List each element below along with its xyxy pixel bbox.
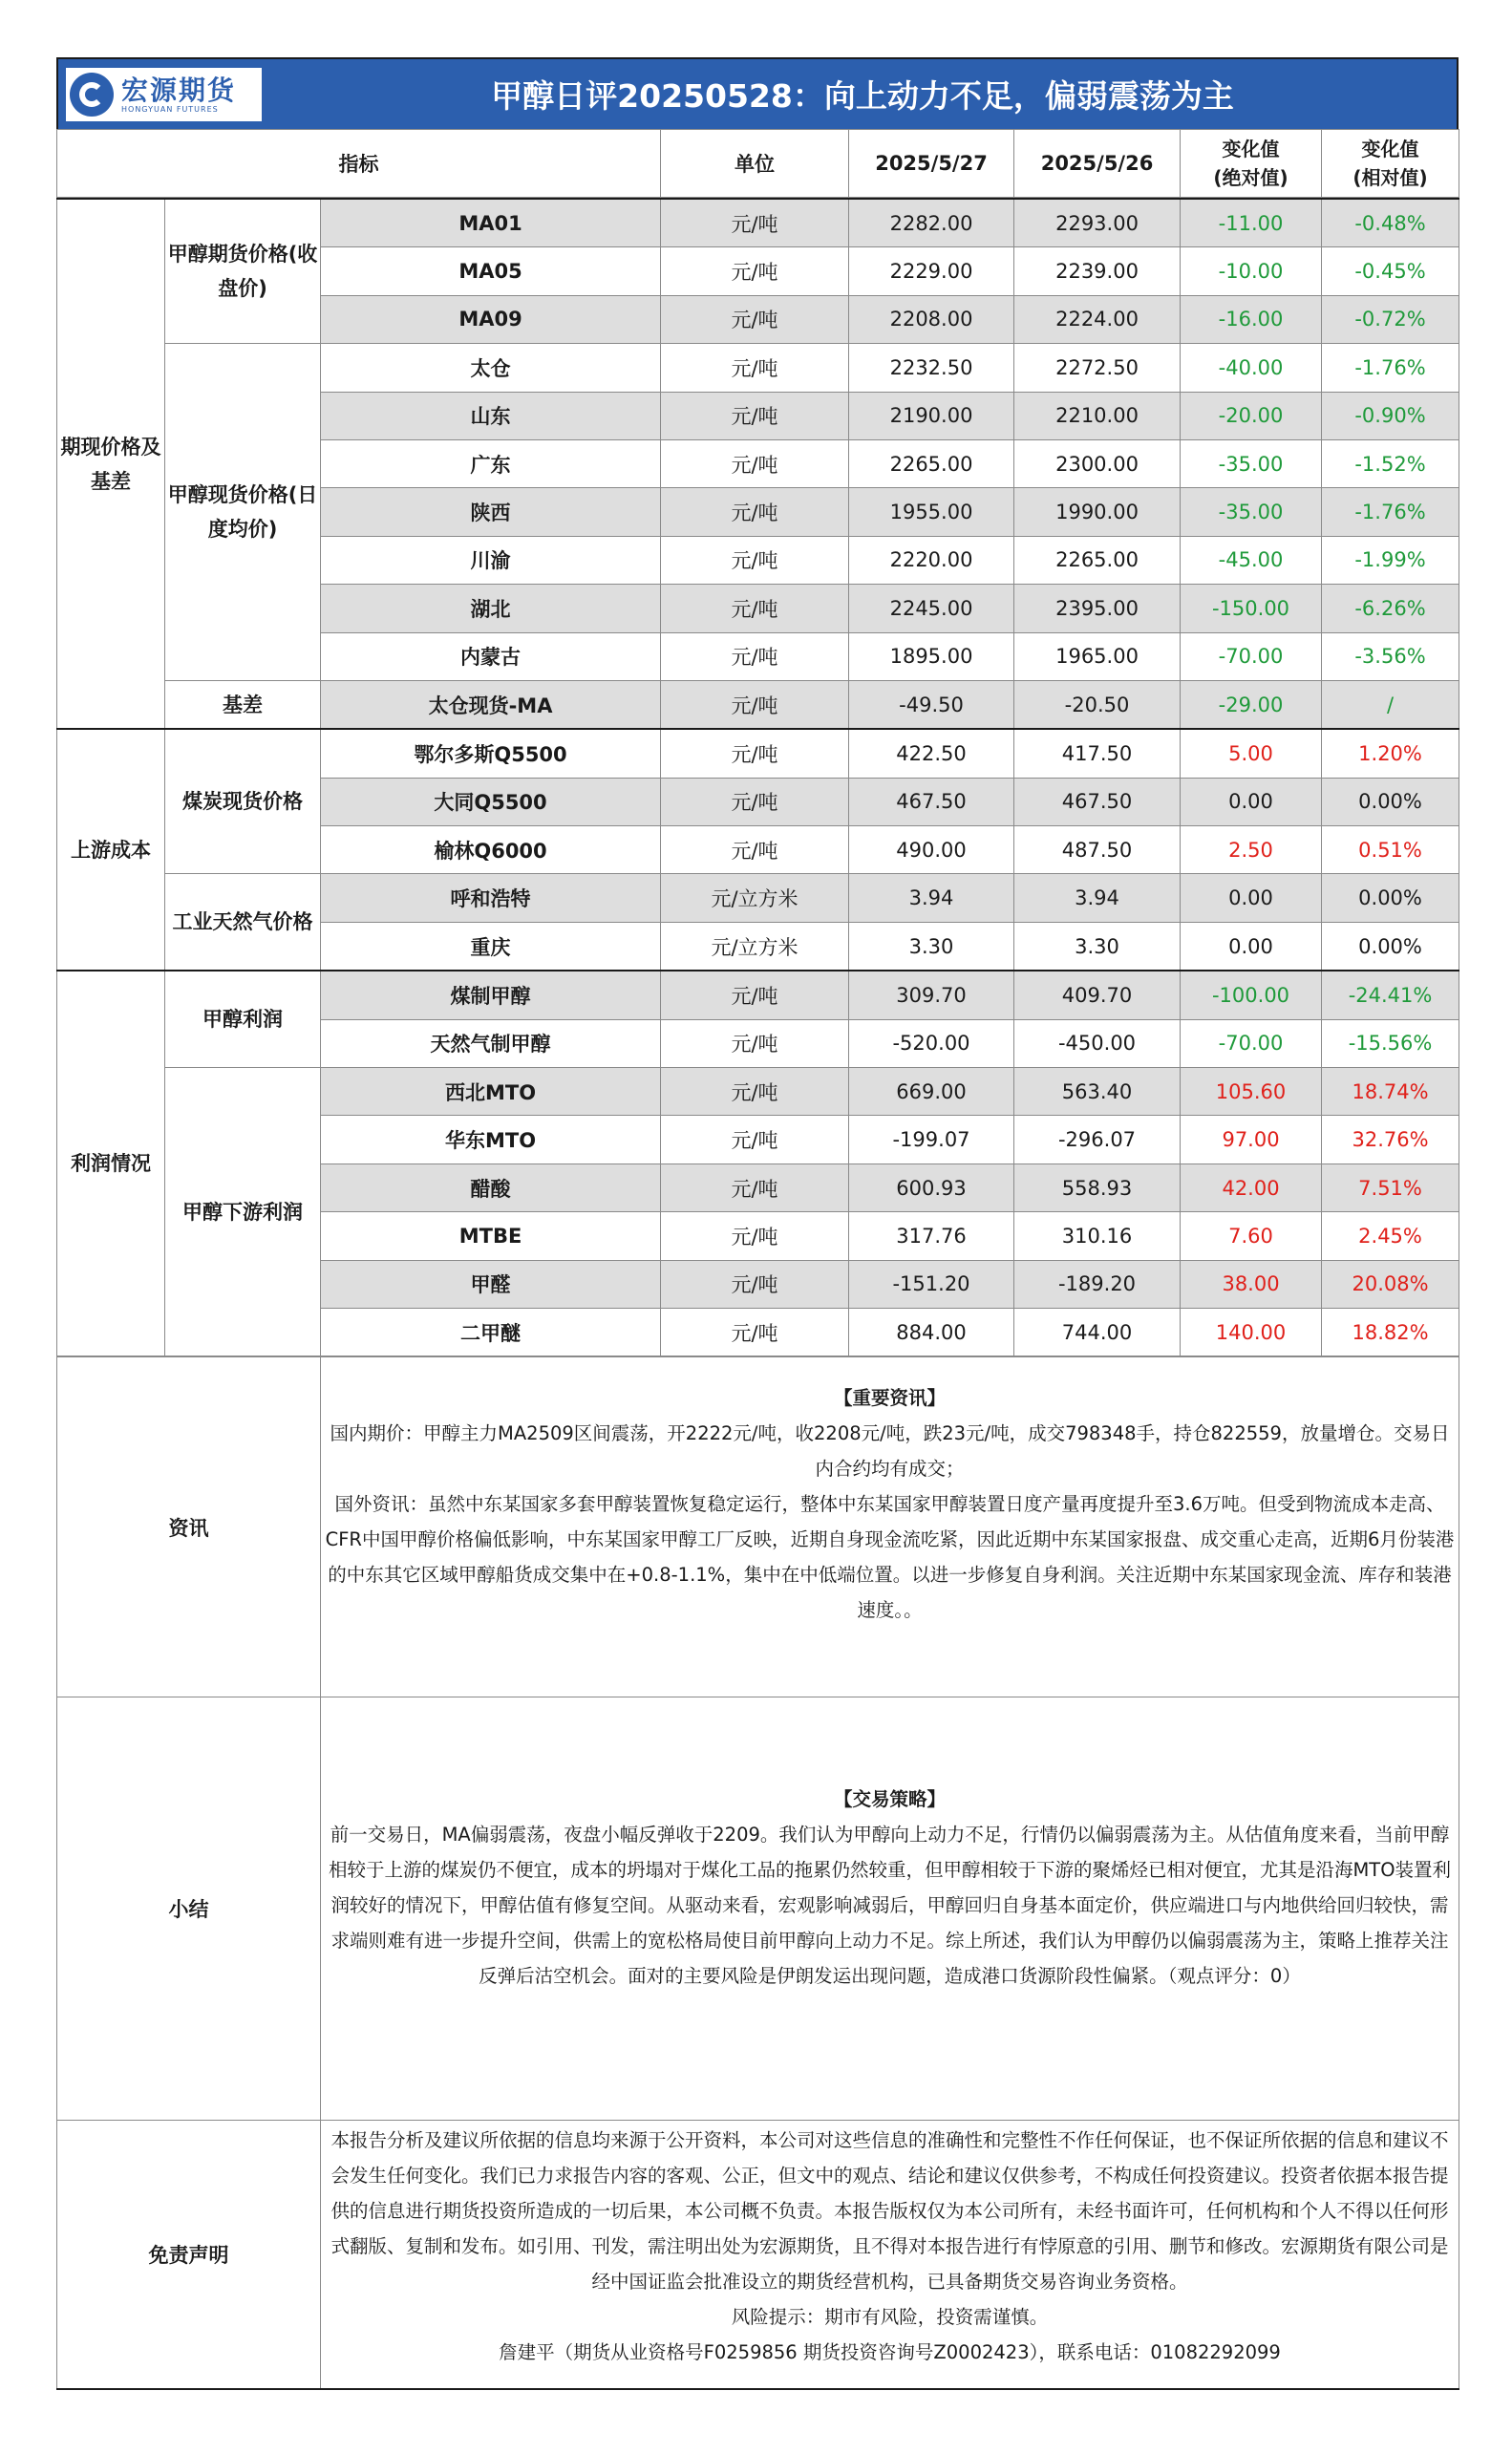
row-unit: 元/立方米 [661,922,849,971]
subgroup-label: 煤炭现货价格 [165,729,321,874]
row-name: 榆林Q6000 [321,826,661,874]
subgroup-label: 工业天然气价格 [165,874,321,971]
row-abs-change: 0.00 [1181,922,1322,971]
row-unit: 元/吨 [661,392,849,439]
row-name: 二甲醚 [321,1308,661,1356]
summary-text: 前一交易日，MA偏弱震荡，夜盘小幅反弹收于2209。我们认为甲醇向上动力不足，行情仍以偏弱震荡为主。从估值角度来看，当前甲醇相较于上游的煤炭仍不便宜，成本的坍塌对于煤化工品的拖累仍然较重，但甲醇相较于下游的聚烯烃已相对便宜，尤其是沿海MTO装置利润较好的情况下，甲醇估值有修复空间。从驱动来看，宏观影响减弱后，甲醇回归自身基本面定价，供应端进口与内地供给回归较快，需求端则难有进一步提升空间，供需上的宽松格局使目前甲醇向上动力不足。综上所述，我们认为甲醇仍以偏弱震荡为主，策略上推荐关注反弹后沽空机会。面对的主要风险是伊朗发运出现问题，造成港口货源阶段性偏紧。（观点评分：0） [328,1824,1452,1988]
row-rel-change: 0.00% [1322,874,1459,922]
subgroup-label: 甲醇期货价格(收盘价) [165,199,321,344]
data-table-body [56,198,1459,1356]
row-value-date1: 2229.00 [849,247,1014,295]
row-name: 内蒙古 [321,632,661,680]
group-label: 期现价格及基差 [57,199,165,729]
row-rel-change: -6.26% [1322,585,1459,632]
summary-heading: 【交易策略】 [833,1788,946,1811]
row-abs-change: 105.60 [1181,1068,1322,1116]
news-content [321,1357,1459,1697]
group-label: 利润情况 [57,971,165,1356]
row-value-date2: 2224.00 [1014,295,1181,343]
row-name: 重庆 [321,922,661,971]
row-abs-change: -70.00 [1181,632,1322,680]
row-abs-change: 2.50 [1181,826,1322,874]
title-bar [56,57,1459,129]
news-foreign: 国外资讯：虽然中东某国家多套甲醇装置恢复稳定运行，整体中东某国家甲醇装置日度产量再度提升至3.6万吨。但受到物流成本走高、CFR中国甲醇价格偏低影响，中东某国家甲醇工厂反映，近期自身现金流吃紧，因此近期中东某国家报盘、成交重心走高，近期6月份装港的中东其它区域甲醇船货成交集中在+0.8-1.1%，集中在中低端位置。以进一步修复自身利润。关注近期中东某国家现金流、库存和装港速度。。 [325,1493,1455,1622]
news-domestic: 国内期价：甲醇主力MA2509区间震荡，开2222元/吨，收2208元/吨，跌23元/吨，成交798348手，持仓822559，放量增仓。交易日内合约均有成交； [330,1422,1450,1481]
row-value-date1: 2232.50 [849,344,1014,392]
row-name: MA01 [321,199,661,247]
row-rel-change: -24.41% [1322,971,1459,1019]
logo-icon [70,73,114,117]
col-indicator: 指标 [57,130,661,198]
row-rel-change: -1.76% [1322,344,1459,392]
row-unit: 元/吨 [661,247,849,295]
col-date1: 2025/5/27 [849,130,1014,198]
logo-name: 宏源期货 [121,74,237,106]
row-rel-change: -0.45% [1322,247,1459,295]
news-heading: 【重要资讯】 [833,1387,946,1410]
row-value-date2: 3.94 [1014,874,1181,922]
summary-content [321,1697,1459,2121]
row-rel-change: 1.20% [1322,729,1459,778]
col-date2: 2025/5/26 [1014,130,1181,198]
row-abs-change: -20.00 [1181,392,1322,439]
row-value-date1: -49.50 [849,680,1014,729]
row-unit: 元/吨 [661,536,849,584]
row-name: 西北MTO [321,1068,661,1116]
row-unit: 元/吨 [661,199,849,247]
row-name: 陕西 [321,488,661,536]
row-value-date1: 669.00 [849,1068,1014,1116]
disclaimer-label: 免责声明 [57,2121,321,2390]
row-name: 醋酸 [321,1163,661,1211]
table-row [57,680,1459,729]
row-rel-change: -0.90% [1322,392,1459,439]
row-rel-change: -3.56% [1322,632,1459,680]
row-rel-change: 0.51% [1322,826,1459,874]
row-value-date1: 467.50 [849,778,1014,825]
row-abs-change: 0.00 [1181,778,1322,825]
col-unit: 单位 [661,130,849,198]
disclaimer-content [321,2121,1459,2390]
logo-english: HONGYUAN FUTURES [121,104,219,114]
page-title: 甲醇日评20250528：向上动力不足，偏弱震荡为主 [491,77,1234,115]
row-unit: 元/吨 [661,585,849,632]
row-value-date1: -151.20 [849,1260,1014,1308]
row-unit: 元/吨 [661,971,849,1019]
col-abs-change: 变化值 (绝对值) [1181,130,1322,198]
row-rel-change: 20.08% [1322,1260,1459,1308]
row-value-date2: 2210.00 [1014,392,1181,439]
row-rel-change: 18.74% [1322,1068,1459,1116]
row-value-date1: 2190.00 [849,392,1014,439]
row-value-date2: 2293.00 [1014,199,1181,247]
row-name: 广东 [321,439,661,487]
row-value-date2: 3.30 [1014,922,1181,971]
row-rel-change: 0.00% [1322,922,1459,971]
disclaimer-text: 本报告分析及建议所依据的信息均来源于公开资料，本公司对这些信息的准确性和完整性不作任何保证，也不保证所依据的信息和建议不会发生任何变化。我们已力求报告内容的客观、公正，但文中的观点、结论和建议仅供参考，不构成任何投资建议。投资者依据本报告提供的信息进行期货投资所造成的一切后果，本公司概不负责。本报告版权仅为本公司所有，未经书面许可，任何机构和个人不得以任何形式翻版、复制和发布。如引用、刊发，需注明出处为宏源期货，且不得对本报告进行有悖原意的引用、删节和修改。宏源期货有限公司是经中国证监会批准设立的期货经营机构，已具备期货交易咨询业务资格。 [330,2129,1449,2294]
row-value-date2: 2272.50 [1014,344,1181,392]
row-value-date1: 2265.00 [849,439,1014,487]
text-table [56,1356,1459,2390]
row-value-date2: 487.50 [1014,826,1181,874]
table-header [57,130,1459,198]
risk-warning: 风险提示：期市有风险，投资需谨慎。 [731,2306,1049,2329]
row-abs-change: 5.00 [1181,729,1322,778]
subgroup-label: 甲醇现货价格(日度均价) [165,344,321,681]
row-name: MA05 [321,247,661,295]
data-table [56,129,1459,198]
row-unit: 元/吨 [661,729,849,778]
row-abs-change: -35.00 [1181,439,1322,487]
row-abs-change: -35.00 [1181,488,1322,536]
table-row [57,729,1459,778]
table-row [57,971,1459,1019]
row-value-date2: 563.40 [1014,1068,1181,1116]
row-value-date2: 2239.00 [1014,247,1181,295]
company-logo [66,68,262,121]
row-rel-change: -0.72% [1322,295,1459,343]
row-name: 鄂尔多斯Q5500 [321,729,661,778]
row-abs-change: -10.00 [1181,247,1322,295]
row-abs-change: -11.00 [1181,199,1322,247]
row-abs-change: 140.00 [1181,1308,1322,1356]
row-abs-change: 97.00 [1181,1116,1322,1163]
row-unit: 元/吨 [661,488,849,536]
table-row [57,874,1459,922]
table-row [57,1068,1459,1116]
row-name: 大同Q5500 [321,778,661,825]
row-name: MTBE [321,1212,661,1260]
row-name: 煤制甲醇 [321,971,661,1019]
row-value-date1: 2245.00 [849,585,1014,632]
row-value-date2: 1990.00 [1014,488,1181,536]
row-value-date1: -199.07 [849,1116,1014,1163]
row-unit: 元/吨 [661,778,849,825]
row-name: 太仓 [321,344,661,392]
row-name: 天然气制甲醇 [321,1019,661,1067]
row-abs-change: -150.00 [1181,585,1322,632]
row-value-date1: 600.93 [849,1163,1014,1211]
row-unit: 元/吨 [661,1019,849,1067]
report-frame [56,57,1459,2390]
row-value-date1: 317.76 [849,1212,1014,1260]
row-rel-change: / [1322,680,1459,729]
row-value-date2: -189.20 [1014,1260,1181,1308]
row-value-date2: -450.00 [1014,1019,1181,1067]
row-abs-change: 7.60 [1181,1212,1322,1260]
row-unit: 元/吨 [661,1116,849,1163]
analyst-info: 詹建平（期货从业资格号F0259856 期货投资咨询号Z0002423），联系电话：01082292099 [499,2341,1281,2364]
row-value-date1: 2208.00 [849,295,1014,343]
row-rel-change: -1.76% [1322,488,1459,536]
row-value-date1: 490.00 [849,826,1014,874]
row-abs-change: -45.00 [1181,536,1322,584]
row-rel-change: 0.00% [1322,778,1459,825]
row-abs-change: 38.00 [1181,1260,1322,1308]
group-label: 上游成本 [57,729,165,971]
row-value-date1: 2282.00 [849,199,1014,247]
row-rel-change: 2.45% [1322,1212,1459,1260]
row-value-date2: 467.50 [1014,778,1181,825]
row-unit: 元/吨 [661,295,849,343]
row-abs-change: -40.00 [1181,344,1322,392]
row-value-date1: 1955.00 [849,488,1014,536]
row-name: 湖北 [321,585,661,632]
row-value-date1: 309.70 [849,971,1014,1019]
row-value-date2: 310.16 [1014,1212,1181,1260]
row-value-date2: 2300.00 [1014,439,1181,487]
row-name: MA09 [321,295,661,343]
row-rel-change: 18.82% [1322,1308,1459,1356]
row-name: 华东MTO [321,1116,661,1163]
row-value-date1: 3.30 [849,922,1014,971]
row-unit: 元/立方米 [661,874,849,922]
row-rel-change: -15.56% [1322,1019,1459,1067]
row-name: 甲醛 [321,1260,661,1308]
summary-section [57,1697,1459,2121]
row-value-date1: 1895.00 [849,632,1014,680]
disclaimer-section [57,2121,1459,2390]
row-value-date2: 417.50 [1014,729,1181,778]
news-label: 资讯 [57,1357,321,1697]
row-unit: 元/吨 [661,344,849,392]
row-abs-change: -70.00 [1181,1019,1322,1067]
row-value-date2: 409.70 [1014,971,1181,1019]
row-value-date2: 558.93 [1014,1163,1181,1211]
row-rel-change: -0.48% [1322,199,1459,247]
row-abs-change: 42.00 [1181,1163,1322,1211]
row-value-date2: -20.50 [1014,680,1181,729]
row-value-date1: 3.94 [849,874,1014,922]
row-abs-change: -29.00 [1181,680,1322,729]
row-value-date2: -296.07 [1014,1116,1181,1163]
row-abs-change: -100.00 [1181,971,1322,1019]
row-unit: 元/吨 [661,1163,849,1211]
row-unit: 元/吨 [661,1308,849,1356]
row-rel-change: -1.99% [1322,536,1459,584]
row-name: 山东 [321,392,661,439]
row-name: 呼和浩特 [321,874,661,922]
table-row [57,344,1459,392]
row-value-date2: 2395.00 [1014,585,1181,632]
row-rel-change: 32.76% [1322,1116,1459,1163]
row-abs-change: -16.00 [1181,295,1322,343]
row-unit: 元/吨 [661,680,849,729]
subgroup-label: 甲醇利润 [165,971,321,1067]
col-rel-change: 变化值 (相对值) [1322,130,1459,198]
summary-label: 小结 [57,1697,321,2121]
subgroup-label: 基差 [165,680,321,729]
row-unit: 元/吨 [661,826,849,874]
row-rel-change: -1.52% [1322,439,1459,487]
row-value-date2: 2265.00 [1014,536,1181,584]
row-value-date2: 744.00 [1014,1308,1181,1356]
row-value-date1: 422.50 [849,729,1014,778]
row-value-date1: 884.00 [849,1308,1014,1356]
row-abs-change: 0.00 [1181,874,1322,922]
news-section [57,1357,1459,1697]
row-name: 太仓现货-MA [321,680,661,729]
row-unit: 元/吨 [661,439,849,487]
row-unit: 元/吨 [661,1068,849,1116]
row-name: 川渝 [321,536,661,584]
row-value-date1: -520.00 [849,1019,1014,1067]
row-unit: 元/吨 [661,1260,849,1308]
row-rel-change: 7.51% [1322,1163,1459,1211]
table-row [57,199,1459,247]
row-unit: 元/吨 [661,632,849,680]
row-unit: 元/吨 [661,1212,849,1260]
row-value-date1: 2220.00 [849,536,1014,584]
subgroup-label: 甲醇下游利润 [165,1068,321,1356]
row-value-date2: 1965.00 [1014,632,1181,680]
